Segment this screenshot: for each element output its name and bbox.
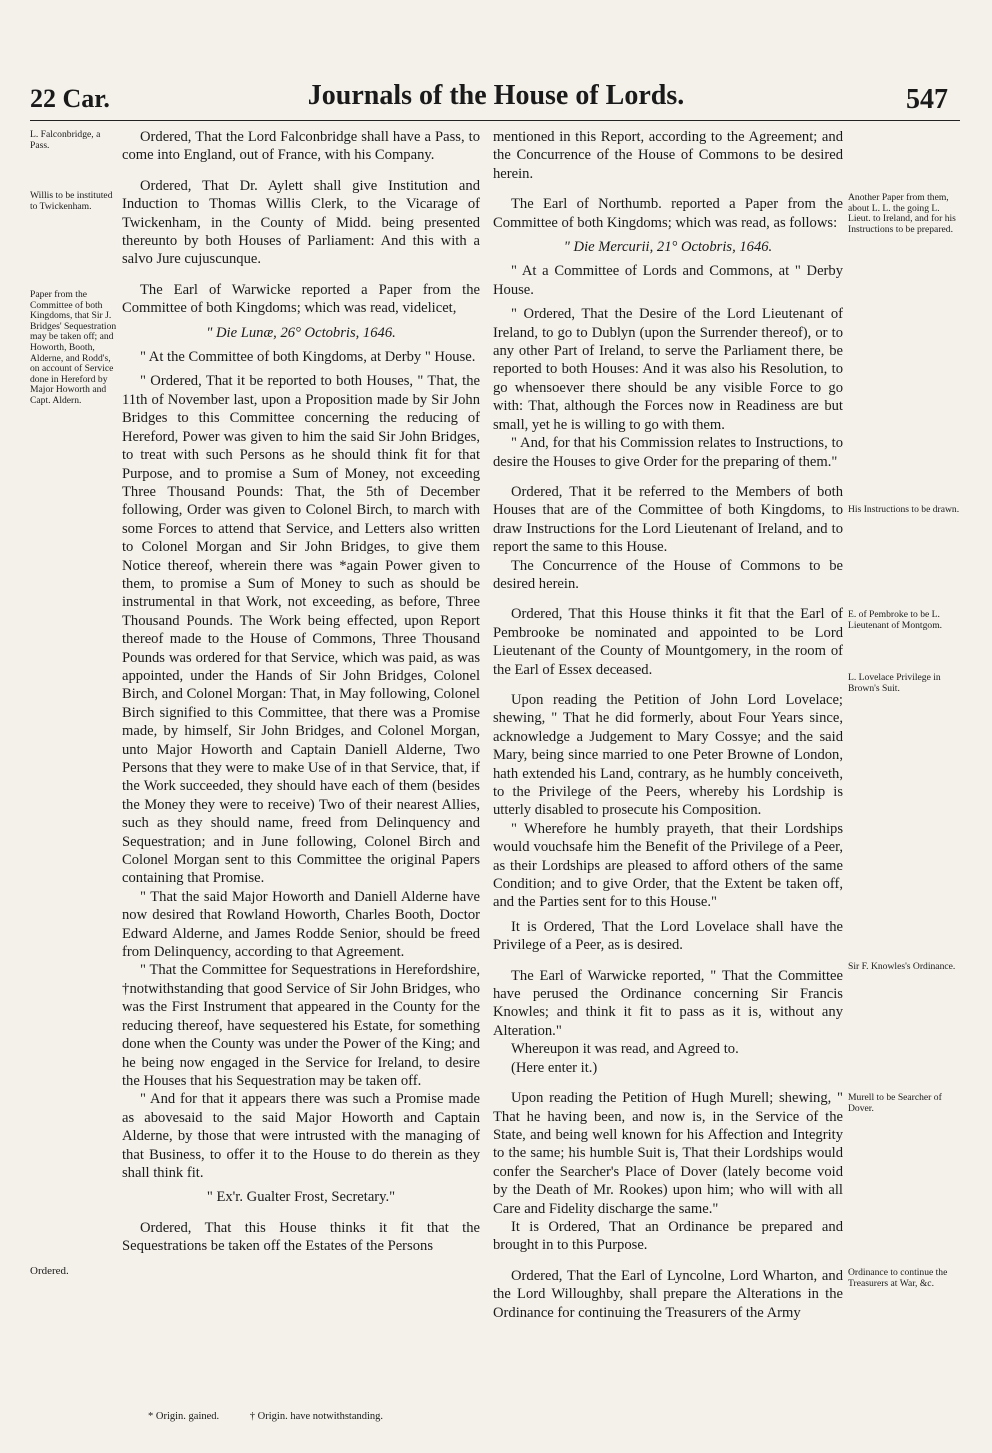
entry-knowles-agreed: Whereupon it was read, and Agreed to. <box>511 1041 739 1058</box>
margin-note-lovelace: L. Lovelace Privilege in Brown's Suit. <box>848 672 941 694</box>
page-number: 547 <box>906 84 948 115</box>
margin-note-knowles: Sir F. Knowles's Ordinance. <box>848 961 956 972</box>
entry-treasurers: Ordered, That the Earl of Lyncolne, Lord Wharton, and the Lord Willoughby, shall prepare the Alterations in the Ordinance for continuing the Treasurers of the Army <box>493 1267 843 1321</box>
regnal-year: 22 Car. <box>30 84 110 113</box>
header-rule <box>30 120 960 121</box>
margin-note-murell: Murell to be Searcher of Dover. <box>848 1092 942 1114</box>
entry-warwicke-report: The Earl of Warwicke reported a Paper from the Committee of both Kingdoms; which was read, videlicet, <box>122 281 480 317</box>
report-sequestration: " That the Committee for Sequestrations in Herefordshire, †notwithstanding that good Service of Sir John Bridges, who was the First Instrument that appeared in the County for the reducing thereof, have sequestered his Estate, for something done when the County was under the Power of the King; and he being now engaged in the Service for Ireland, to desire the Houses that his Sequestration may be taken off. <box>122 962 480 1089</box>
footnotes <box>148 1411 508 1422</box>
page-title: Journals of the House of Lords. <box>307 80 685 111</box>
margin-note-willis: Willis to be instituted to Twickenham. <box>30 190 113 212</box>
entry-continuation: mentioned in this Report, according to the Agreement; and the Concurrence of the House of Commons to be desired herein. <box>493 129 843 182</box>
margin-note-treasurers: Ordinance to continue the Treasurers at War, &c. <box>848 1267 948 1289</box>
entry-murell-ordered: It is Ordered, That an Ordinance be prepared and brought in to this Purpose. <box>493 1218 843 1254</box>
margin-note-instructions: His Instructions to be drawn. <box>848 504 960 515</box>
dateline-mercurii: " Die Mercurii, 21° Octobris, 1646. <box>563 239 773 256</box>
entry-northumb-report: The Earl of Northumb. reported a Paper from the Committee of both Kingdoms; which was read, as follows: <box>493 196 843 231</box>
committee-heading-2: " At a Committee of Lords and Commons, at " Derby House. <box>493 263 843 298</box>
report-body: " Ordered, That it be reported to both Houses, " That, the 11th of November last, upon a Proposition made by Sir John Bridges to this Committee concerning the reducing of Hereford, Power was given to him the said Sir John Bridges, to treat with such Persons as he should think fit for that Purpose, and to promise a Sum of Money, not exceeding Three Thousand Pounds: That, the 5th of December following, Order was given to Colonel Birch, to march with some Forces to attend that Service, and Letters also written to Colonel Morgan and Sir John Bridges, to give them Notice thereof, wherein there was *again Power given to them, to promise a Sum of Money to such as should be instrumental in that Work, not exceeding, as before, Three Thousand Pounds. The Work being effected, upon Report thereof made to the House of Commons, Three Thousand Pounds was ordered for that Service, which was paid, as was appointed, under the Hands of Sir John Bridges, Colonel Birch, and Colonel Morgan: That, in May following, Colonel Birch signified to this Committee, that there was a Promise made, by himself, Sir John Bridges, and Colonel Morgan, unto Major Howorth and Captain Daniell Alderne, Two Persons that they were to make Use of in that Service, that, if the Work succeeded, they should have each of them (besides the Money they were to receive) Two of their nearest Allies, such as they should name, freed from Delinquency and Sequestration; and in June following, Colonel Birch and Colonel Morgan sent to this Committee the original Papers containing that Promise. <box>122 373 480 887</box>
entry-lovelace-petition: Upon reading the Petition of John Lord Lovelace; shewing, " That he did formerly, about Four Years since, acknowledge a Judgement to Mary Cossye; and the said Mary, being since married to one Peter Browne of London, hath extended his Land, contrary, as he humbly conceiveth, to the Privilege of the Peers, whereby his Lordship is utterly disabled to prosecute his Composition. <box>493 691 843 819</box>
committee-heading: " At the Committee of both Kingdoms, at Derby " House. <box>140 349 476 366</box>
margin-note-lord-lieutenant: Another Paper from them, about L. L. the going L. Lieut. to Ireland, and for his Instructions to be prepared. <box>848 192 956 235</box>
column-right <box>493 128 843 1322</box>
entry-lovelace-prayer: " Wherefore he humbly prayeth, that their Lordships would vouchsafe him the Benefit of the Privilege of a Peer, as their Lordships are pleased to afford others of the same Condition; and to give Order, that the Extent be taken off, and the Parties sent for to this House." <box>493 820 843 911</box>
entry-murell-petition: Upon reading the Petition of Hugh Murell; shewing, " That he having been, and now is, in the Service of the State, and being well known for his Affection and Integrity to the same; his humble Suit is, That their Lordships would confer the Searcher's Place of Dover (lately become void by the Death of Mr. Rookes) upon him; who will with all Care and Fidelity discharge the same." <box>493 1090 843 1217</box>
report-howorth: " That the said Major Howorth and Daniell Alderne have now desired that Rowland Howorth, Charles Booth, Doctor Edward Alderne, and James Rodde Senior, should be freed from Delinquency, according to that Agreement. <box>122 888 480 961</box>
entry-concurrence: The Concurrence of the House of Commons to be desired herein. <box>493 557 843 592</box>
entry-sequestrations-ordered: Ordered, That this House thinks it fit that the Sequestrations be taken off the Estates of the Persons <box>122 1219 480 1255</box>
entry-willis: Ordered, That Dr. Aylett shall give Institution and Induction to Thomas Willis Clerk, to the Vicarage of Twickenham, in the County of Midd. being presented thereunto by both Houses of Parliament: And this with a salvo Jure cujuscunque. <box>122 177 480 268</box>
report-lord-lieutenant: " Ordered, That the Desire of the Lord Lieutenant of Ireland, to go to Dublyn (upon the Surrender thereof), or to any other Part of Ireland, to serve the Parliament there, be reported to both Houses: And it was also his Resolution, to go whensoever there should be any visible Force to go with: That, although the Forces now in Readiness are but small, yet he is willing to go with them. <box>493 306 843 433</box>
footnote-gained: * Origin. gained. <box>148 1411 220 1422</box>
dateline-lunae: " Die Lunæ, 26° Octobris, 1646. <box>206 324 396 341</box>
entry-pembrooke: Ordered, That this House thinks it fit that the Earl of Pembrooke be nominated and appointed to be Lord Lieutenant of the County of Mountgomery, in the room of the Earl of Essex deceased. <box>493 606 843 678</box>
margin-note-ordered: Ordered. <box>30 1265 69 1277</box>
report-commission: " And, for that his Commission relates to Instructions, to desire the Houses to give Order for the preparing of them." <box>493 435 843 470</box>
footnote-notwithstanding: † Origin. have notwithstanding. <box>249 1411 384 1422</box>
entry-instructions: Ordered, That it be referred to the Members of both Houses that are of the Committee of both Kingdoms, to draw Instructions for the Lord Lieutenant of Ireland, and to report the same to this House. <box>493 483 843 556</box>
report-signature: " Ex'r. Gualter Frost, Secretary." <box>206 1189 396 1206</box>
margin-note-falconbridge: L. Falconbridge, a Pass. <box>30 129 101 151</box>
margin-note-pembroke: E. of Pembroke to be L. Lieutenant of Montgom. <box>848 609 943 631</box>
report-promise: " And for that it appears there was such a Promise made as abovesaid to the said Major Howorth and Captain Alderne, by those that were intrusted with the managing of that Business, to offer it to the House to do therein as they shall think fit. <box>122 1091 480 1181</box>
margin-note-bridges-sequestration: Paper from the Committee of both Kingdoms, that Sir J. Bridges' Sequestration may be taken off; and Howorth, Booth, Alderne, and Rodd's, on account of Service done in Hereford by Major Howorth and Capt. Aldern. <box>30 289 117 406</box>
entry-knowles-report: The Earl of Warwicke reported, " That the Committee have perused the Ordinance concerning Sir Francis Knowles; and think it fit to pass as it is, without any Alteration." <box>493 967 843 1039</box>
column-left <box>122 128 480 1256</box>
entry-lovelace-ordered: It is Ordered, That the Lord Lovelace shall have the Privilege of a Peer, as is desired. <box>493 918 843 954</box>
entry-here-enter: (Here enter it.) <box>511 1059 598 1076</box>
entry-falconbridge: Ordered, That the Lord Falconbridge shall have a Pass, to come into England, out of France, with his Company. <box>122 129 480 164</box>
